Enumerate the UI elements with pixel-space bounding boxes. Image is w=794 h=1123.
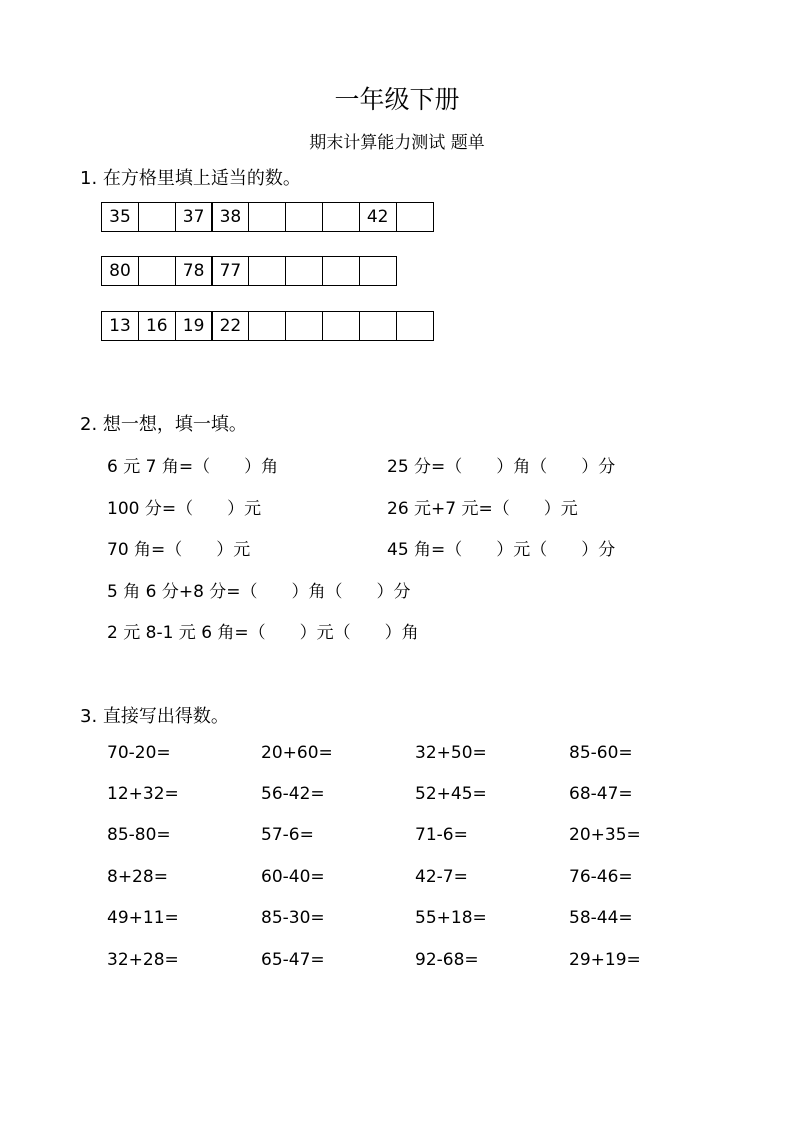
page-subtitle: 期末计算能力测试 题单 (309, 133, 485, 153)
number-grid-row-1 (101, 202, 434, 232)
grid-cell[interactable] (322, 256, 360, 286)
grid-cell[interactable]: 16 (138, 311, 176, 341)
money-question: 100 分=（ ）元 (107, 499, 262, 519)
money-question: 45 角=（ ）元（ ）分 (387, 540, 616, 560)
money-question: 5 角 6 分+8 分=（ ）角（ ）分 (107, 582, 411, 602)
grid-cell[interactable]: 77 (211, 256, 249, 286)
calc-problem: 32+28= (107, 950, 179, 970)
grid-cell[interactable] (138, 256, 176, 286)
calc-problem: 42-7= (415, 867, 468, 887)
calc-problem: 8+28= (107, 867, 168, 887)
calc-problem: 58-44= (569, 908, 633, 928)
calc-problem: 85-80= (107, 825, 171, 845)
section3-heading: 3. 直接写出得数。 (80, 706, 229, 727)
grid-cell[interactable] (396, 311, 434, 341)
calc-problem: 60-40= (261, 867, 325, 887)
page-title: 一年级下册 (334, 85, 460, 114)
calc-problem: 71-6= (415, 825, 468, 845)
calc-problem: 85-60= (569, 743, 633, 763)
grid-cell[interactable] (396, 202, 434, 232)
money-question: 2 元 8-1 元 6 角=（ ）元（ ）角 (107, 623, 419, 643)
section1-heading: 1. 在方格里填上适当的数。 (80, 168, 301, 189)
grid-cell[interactable] (248, 256, 286, 286)
calc-problem: 32+50= (415, 743, 487, 763)
grid-cell[interactable] (285, 202, 323, 232)
grid-cell[interactable] (359, 311, 397, 341)
grid-cell[interactable]: 13 (101, 311, 139, 341)
grid-cell[interactable]: 78 (175, 256, 213, 286)
grid-cell[interactable] (248, 311, 286, 341)
grid-cell[interactable] (138, 202, 176, 232)
calc-problem: 56-42= (261, 784, 325, 804)
calc-problem: 55+18= (415, 908, 487, 928)
number-grid-row-2 (101, 256, 397, 286)
grid-cell[interactable] (285, 311, 323, 341)
calc-problem: 52+45= (415, 784, 487, 804)
number-grid-row-3 (101, 311, 434, 341)
grid-cell[interactable]: 19 (175, 311, 213, 341)
section2-heading: 2. 想一想，填一填。 (80, 414, 247, 435)
calc-problem: 12+32= (107, 784, 179, 804)
calc-problem: 49+11= (107, 908, 179, 928)
grid-cell[interactable] (322, 202, 360, 232)
money-question: 26 元+7 元=（ ）元 (387, 499, 578, 519)
grid-cell[interactable]: 38 (211, 202, 249, 232)
calc-problem: 57-6= (261, 825, 314, 845)
calc-problem: 85-30= (261, 908, 325, 928)
grid-cell[interactable] (285, 256, 323, 286)
grid-cell[interactable] (359, 256, 397, 286)
calc-problem: 68-47= (569, 784, 633, 804)
grid-cell[interactable] (248, 202, 286, 232)
money-question: 70 角=（ ）元 (107, 540, 251, 560)
calc-problem: 76-46= (569, 867, 633, 887)
grid-cell[interactable]: 37 (175, 202, 213, 232)
grid-cell[interactable]: 22 (211, 311, 249, 341)
grid-cell[interactable]: 42 (359, 202, 397, 232)
grid-cell[interactable]: 35 (101, 202, 139, 232)
money-question: 6 元 7 角=（ ）角 (107, 457, 279, 477)
calc-problem: 70-20= (107, 743, 171, 763)
grid-cell[interactable] (322, 311, 360, 341)
money-question: 25 分=（ ）角（ ）分 (387, 457, 616, 477)
calc-problem: 29+19= (569, 950, 641, 970)
calc-problem: 92-68= (415, 950, 479, 970)
calc-problem: 20+60= (261, 743, 333, 763)
calc-problem: 65-47= (261, 950, 325, 970)
calc-problem: 20+35= (569, 825, 641, 845)
grid-cell[interactable]: 80 (101, 256, 139, 286)
